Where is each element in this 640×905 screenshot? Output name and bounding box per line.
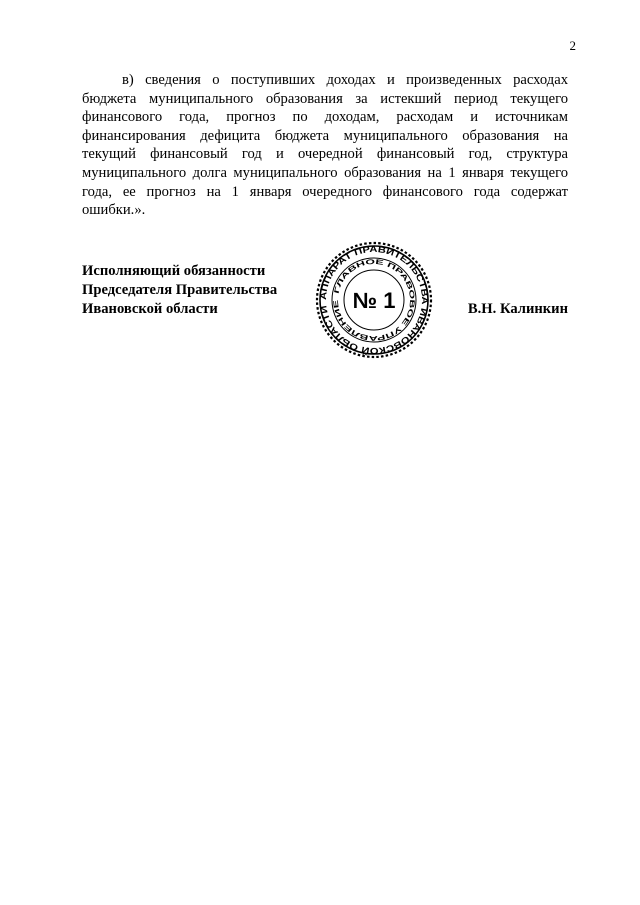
seal-number: № 1 bbox=[352, 288, 396, 313]
signatory-title bbox=[82, 262, 277, 319]
signatory-name: В.Н. Калинкин bbox=[467, 301, 568, 317]
signatory-title-line: Исполняющий обязанности bbox=[82, 263, 266, 279]
seal-inner-text: ГЛАВНОЕ ПРАВОВОЕ УПРАВЛЕНИЕ bbox=[333, 258, 416, 342]
page-number: 2 bbox=[569, 38, 576, 53]
seal-outer-text: АППАРАТ ПРАВИТЕЛЬСТВА ИВАНОВСКОЙ ОБЛАСТИ bbox=[317, 243, 431, 357]
official-seal bbox=[314, 240, 434, 360]
signatory-title-line: Председателя Правительства bbox=[82, 282, 278, 298]
body-paragraph: в) сведения о поступивших доходах и произведенных расходах бюджета муниципального образования за истекший период текущего финансового года, прогноз по доходам, расходам и источникам финансирования дефицита бюджета муниципального образования на текущий финансовый год и очередной финансовый год, структура муниципального долга муниципального образования на 1 января текущего года, ее прогноз на 1 января очередного финансового года содержат ошибки.». bbox=[82, 72, 568, 219]
signatory-title-line: Ивановской области bbox=[82, 301, 218, 317]
